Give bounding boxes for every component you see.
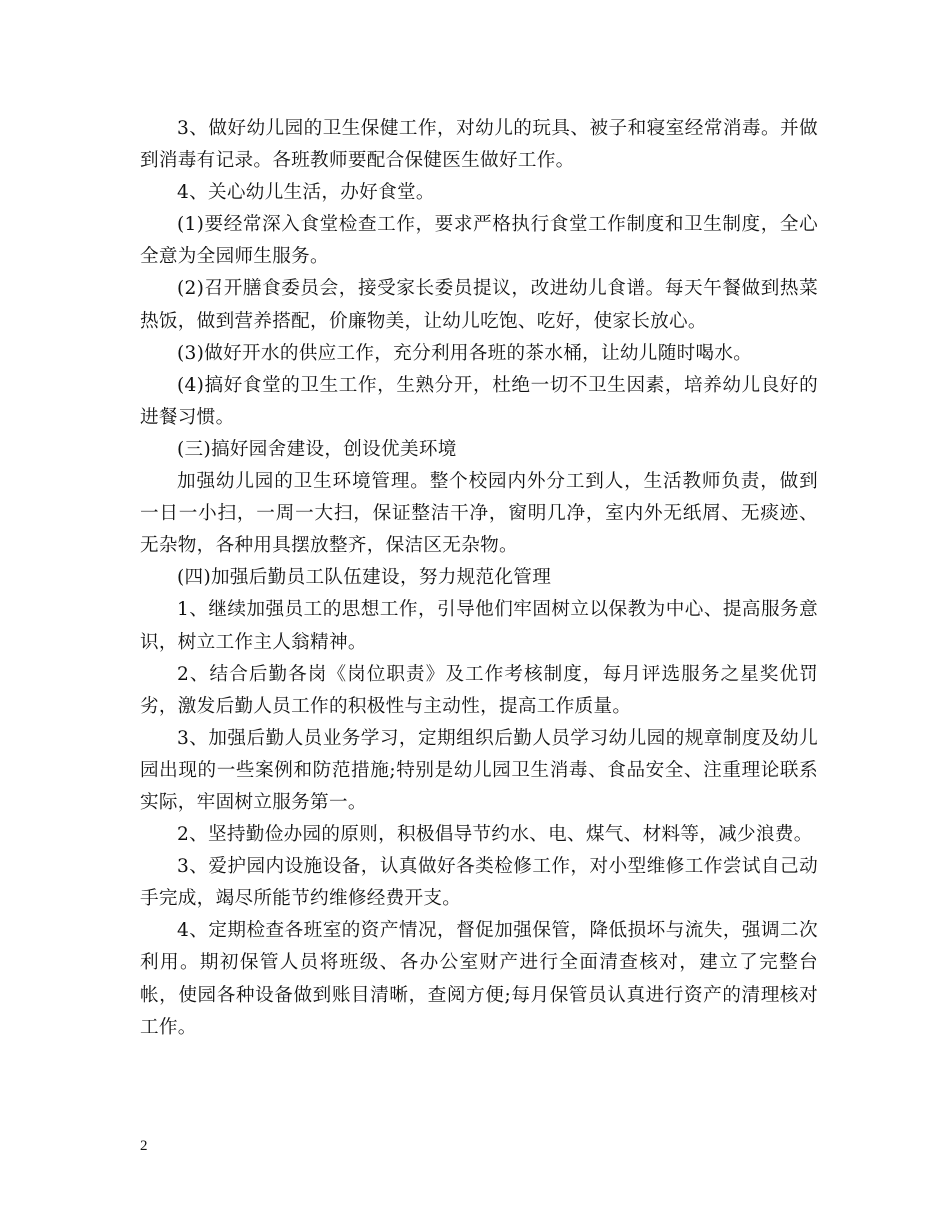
paragraph: (4)搞好食堂的卫生工作，生熟分开，杜绝一切不卫生因素，培养幼儿良好的进餐习惯。 — [140, 374, 818, 428]
paragraph: 3、加强后勤人员业务学习，定期组织后勤人员学习幼儿园的规章制度及幼儿园出现的一些案例和防范措施;特别是幼儿园卫生消毒、食品安全、注重理论联系实际，牢固树立服务第一。 — [140, 727, 818, 813]
paragraph: 4、关心幼儿生活，办好食堂。 — [177, 182, 435, 204]
paragraph: 4、定期检查各班室的资产情况，督促加强保管，降低损坏与流失，强调二次利用。期初保管人员将班级、各办公室财产进行全面清查核对，建立了完整台帐，使园各种设备做到账目清晰，查阅方便;每月保管员认真进行资产的清理核对工作。 — [140, 920, 818, 1038]
document-body — [140, 113, 818, 1044]
paragraph: (1)要经常深入食堂检查工作，要求严格执行食堂工作制度和卫生制度，全心全意为全园师生服务。 — [140, 214, 818, 268]
paragraph: 加强幼儿园的卫生环境管理。整个校园内外分工到人，生活教师负责，做到一日一小扫，一周一大扫，保证整洁干净，窗明几净，室内外无纸屑、无痰迹、无杂物，各种用具摆放整齐，保洁区无杂物。 — [140, 471, 818, 557]
paragraph: (2)召开膳食委员会，接受家长委员提议，改进幼儿食谱。每天午餐做到热菜热饭，做到营养搭配，价廉物美，让幼儿吃饱、吃好，使家长放心。 — [140, 278, 818, 332]
section-heading: (四)加强后勤员工队伍建设，努力规范化管理 — [177, 567, 552, 589]
paragraph: (3)做好开水的供应工作，充分利用各班的茶水桶，让幼儿随时喝水。 — [177, 342, 753, 364]
section-heading: (三)搞好园舍建设，创设优美环境 — [177, 438, 457, 460]
paragraph: 2、结合后勤各岗《岗位职责》及工作考核制度，每月评选服务之星奖优罚劣，激发后勤人员工作的积极性与主动性，提高工作质量。 — [140, 663, 818, 717]
paragraph: 1、继续加强员工的思想工作，引导他们牢固树立以保教为中心、提高服务意识，树立工作主人翁精神。 — [140, 599, 818, 653]
page-number: 2 — [140, 1138, 148, 1154]
paragraph: 3、爱护园内设施设备，认真做好各类检修工作，对小型维修工作尝试自己动手完成，竭尽所能节约维修经费开支。 — [140, 856, 818, 910]
paragraph: 2、坚持勤俭办园的原则，积极倡导节约水、电、煤气、材料等，减少浪费。 — [177, 824, 813, 846]
paragraph: 3、做好幼儿园的卫生保健工作，对幼儿的玩具、被子和寝室经常消毒。并做到消毒有记录。各班教师要配合保健医生做好工作。 — [140, 118, 818, 172]
